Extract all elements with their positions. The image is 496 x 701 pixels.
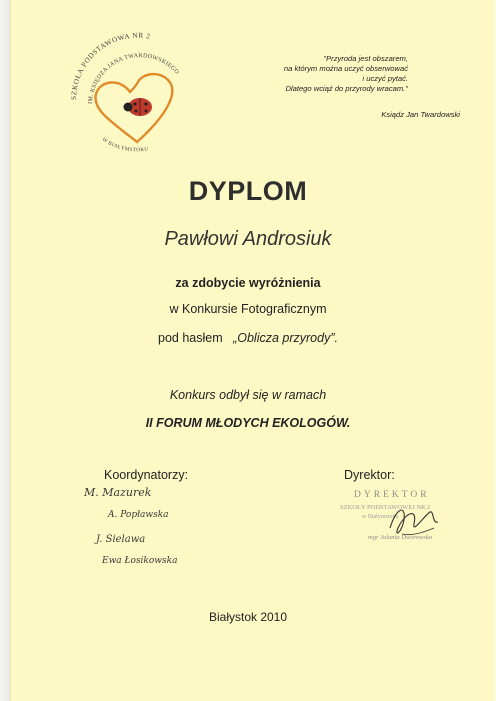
motto-text: „Oblicza przyrody”. (233, 331, 338, 345)
ladybug-heart-icon (95, 74, 172, 142)
director-signature (384, 498, 444, 548)
event-intro: Konkurs odbył się w ramach (169, 388, 327, 402)
logo-school-text: SZKOŁA PODSTAWOWA NR 2 (69, 31, 152, 101)
stamp-line: w Białymstoku (362, 514, 399, 520)
signature: M. Mazurek (84, 486, 152, 499)
place-date: Białystok 2010 (208, 610, 288, 624)
quote-line: "Przyroda jest obszarem, (323, 54, 408, 63)
award-text: za zdobycie wyróżnienia (175, 276, 321, 290)
coordinators-label: Koordynatorzy: (104, 468, 189, 482)
stamp-name: mgr Jolanta Dworowska (368, 534, 433, 541)
motto-line (0, 331, 496, 345)
quote-block (250, 54, 408, 94)
event-name: II FORUM MŁODYCH EKOLOGÓW. (145, 416, 351, 430)
quote-line: na którym można uczyć obserwować (283, 64, 408, 73)
signature: A. Popławska (108, 510, 169, 520)
signature: J. Sielawa (96, 534, 146, 545)
coordinator-signatures (80, 484, 200, 574)
signature: Ewa Łosikowska (102, 556, 178, 566)
stamp-title: DYREKTOR (354, 490, 430, 500)
diploma-title: DYPLOM (188, 176, 308, 206)
quote-line: Dlatego wciąż do przyrody wracam." (285, 84, 408, 93)
quote-author: Ksiądz Jan Twardowski (381, 110, 460, 119)
motto-prefix: pod hasłem (158, 331, 223, 345)
stamp-line: SZKOŁY PODSTAWOWEJ NR 2 (340, 504, 431, 511)
scan-edge (0, 0, 10, 701)
logo-patron-text: IM. KSIĘDZA JANA TWARDOWSKIEGO (87, 53, 180, 105)
school-logo (62, 30, 212, 160)
quote-line: i uczyć pytać. (362, 74, 408, 83)
logo-city-text: W BIAŁYMSTOKU (100, 136, 150, 154)
recipient-name: Pawłowi Androsiuk (164, 228, 332, 250)
contest-text: w Konkursie Fotograficznym (169, 302, 327, 316)
director-label: Dyrektor: (344, 468, 395, 482)
